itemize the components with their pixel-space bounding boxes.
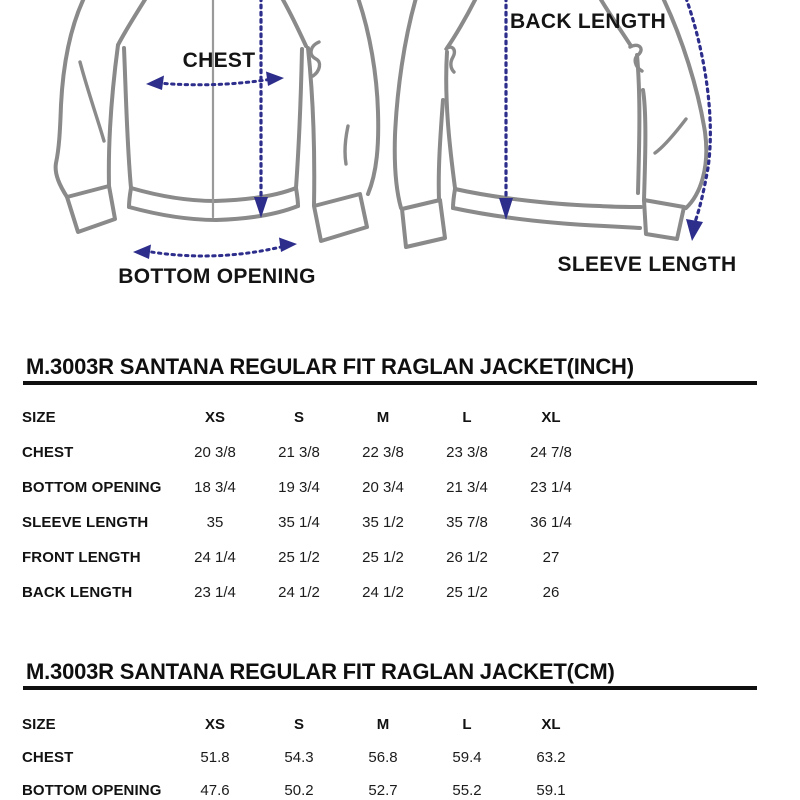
table-cell: 23 1/4 [194,584,236,601]
column-header-xs: XS [204,409,225,426]
table-row [22,470,593,505]
table-cell: 24 1/4 [194,549,236,566]
inch-table-title: M.3003R SANTANA REGULAR FIT RAGLAN JACKET(INCH) [26,354,634,379]
table-cell: 21 3/8 [278,444,320,461]
jacket-measurement-diagram [0,0,800,300]
table-cell: 26 [542,584,560,601]
column-header-s: S [293,716,304,733]
table-cell: 59.1 [536,782,566,799]
table-cell: 35 1/4 [278,514,320,531]
table-cell: 35 [206,514,224,531]
table-cell: 24 7/8 [530,444,572,461]
table-header-row [22,708,593,741]
table-row [22,741,593,774]
size-header-label: SIZE [22,716,56,733]
column-header-xl: XL [541,409,561,426]
table-cell: 56.8 [368,749,398,766]
jacket-front-view-outline [56,0,379,241]
column-header-xs: XS [204,716,225,733]
cm-size-table [22,708,593,800]
row-label: BOTTOM OPENING [22,479,162,496]
table-cell: 35 1/2 [362,514,404,531]
row-label: SLEEVE LENGTH [22,514,149,531]
chest-measure-arrow [146,72,284,91]
front-length-measure-arrow [254,0,268,218]
size-header-label: SIZE [22,409,56,426]
table-cell: 24 1/2 [362,584,404,601]
row-label: CHEST [22,444,74,461]
row-label: BOTTOM OPENING [22,782,162,799]
table-cell: 59.4 [452,749,482,766]
table-row [22,774,593,800]
sleeve-length-label: SLEEVE LENGTH [557,253,737,276]
table-cell: 23 1/4 [530,479,572,496]
chest-label: CHEST [182,49,256,72]
table-row [22,540,593,575]
table-cell: 21 3/4 [446,479,488,496]
table-row [22,505,593,540]
table-cell: 18 3/4 [194,479,236,496]
column-header-l: L [462,716,472,733]
cm-title-rule [23,686,757,690]
table-cell: 54.3 [284,749,314,766]
table-cell: 47.6 [200,782,230,799]
bottom-opening-label: BOTTOM OPENING [118,265,316,288]
table-cell: 20 3/8 [194,444,236,461]
table-row [22,575,593,610]
table-cell: 25 1/2 [278,549,320,566]
table-cell: 19 3/4 [278,479,320,496]
row-label: CHEST [22,749,74,766]
table-cell: 63.2 [536,749,566,766]
row-label: BACK LENGTH [22,584,133,601]
table-cell: 35 7/8 [446,514,488,531]
inch-size-table [22,400,593,610]
table-cell: 20 3/4 [362,479,404,496]
table-cell: 24 1/2 [278,584,320,601]
table-cell: 36 1/4 [530,514,572,531]
jacket-back-view-outline [395,0,707,247]
table-cell: 25 1/2 [446,584,488,601]
row-label: FRONT LENGTH [22,549,141,566]
table-cell: 52.7 [368,782,398,799]
column-header-l: L [462,409,472,426]
table-cell: 51.8 [200,749,230,766]
table-cell: 22 3/8 [362,444,404,461]
table-cell: 27 [542,549,560,566]
inch-title-rule [23,381,757,385]
column-header-xl: XL [541,716,561,733]
column-header-m: M [376,409,390,426]
table-cell: 55.2 [452,782,482,799]
table-cell: 50.2 [284,782,314,799]
table-cell: 25 1/2 [362,549,404,566]
bottom-opening-measure-arrow [133,238,297,260]
column-header-m: M [376,716,390,733]
table-row [22,435,593,470]
back-length-measure-arrow [499,0,513,220]
table-header-row [22,400,593,435]
table-cell: 23 3/8 [446,444,488,461]
table-cell: 26 1/2 [446,549,488,566]
column-header-s: S [293,409,304,426]
cm-table-title: M.3003R SANTANA REGULAR FIT RAGLAN JACKET(CM) [26,659,615,684]
back-length-label: BACK LENGTH [509,10,667,33]
